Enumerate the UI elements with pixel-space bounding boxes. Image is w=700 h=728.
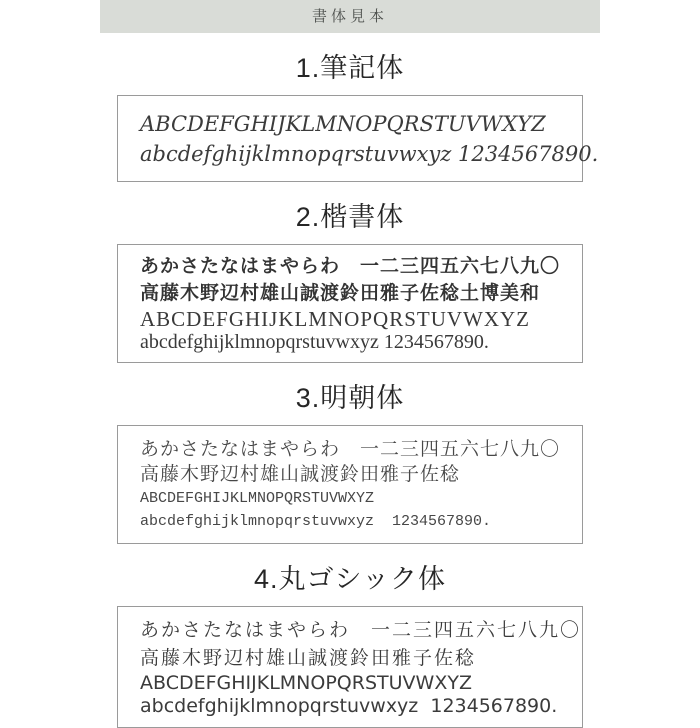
section-heading-kaisho: 2.楷書体 xyxy=(295,202,405,232)
sample-line-uppercase: ABCDEFGHIJKLMNOPQRSTUVWXYZ xyxy=(140,111,546,136)
sample-line-lowercase-digits: abcdefghijklmnopqrstuvwxyz 1234567890. xyxy=(140,331,489,353)
sample-line-kanji: 高藤木野辺村雄山誠渡鈴田雅子佐稔 xyxy=(140,647,477,669)
sample-line-uppercase: ABCDEFGHIJKLMNOPQRSTUVWXYZ xyxy=(140,672,472,694)
sample-line-lowercase-digits: abcdefghijklmnopqrstuvwxyz 1234567890. xyxy=(140,512,492,530)
page-title-bar xyxy=(100,0,600,33)
section-heading-marugothic: 4.丸ゴシック体 xyxy=(254,564,446,594)
page-title: 書体見本 xyxy=(311,8,388,25)
sample-line-kanji: 高藤木野辺村雄山誠渡鈴田雅子佐稔 xyxy=(140,463,461,485)
sample-box-mincho xyxy=(117,425,583,544)
sample-box-marugothic xyxy=(117,606,583,728)
sample-line-lowercase-digits: abcdefghijklmnopqrstuvwxyz 1234567890. xyxy=(140,141,599,166)
section-heading-mincho: 3.明朝体 xyxy=(295,383,405,413)
sample-line-uppercase: ABCDEFGHIJKLMNOPQRSTUVWXYZ xyxy=(140,307,531,331)
sample-line-kana-numerals: あかさたなはまやらわ 一二三四五六七八九〇 xyxy=(140,619,582,641)
sample-line-uppercase: ABCDEFGHIJKLMNOPQRSTUVWXYZ xyxy=(140,489,375,507)
sample-line-kana-numerals: あかさたなはまやらわ 一二三四五六七八九〇 xyxy=(140,438,561,460)
sample-line-kanji: 高藤木野辺村雄山誠渡鈴田雅子佐稔土博美和 xyxy=(140,283,541,304)
sample-line-kana-numerals: あかさたなはまやらわ 一二三四五六七八九〇 xyxy=(140,256,561,277)
sample-box-script xyxy=(117,95,599,182)
sample-line-lowercase-digits: abcdefghijklmnopqrstuvwxyz 1234567890. xyxy=(140,695,558,717)
section-heading-script: 1.筆記体 xyxy=(295,53,405,83)
sample-box-kaisho xyxy=(117,244,583,363)
